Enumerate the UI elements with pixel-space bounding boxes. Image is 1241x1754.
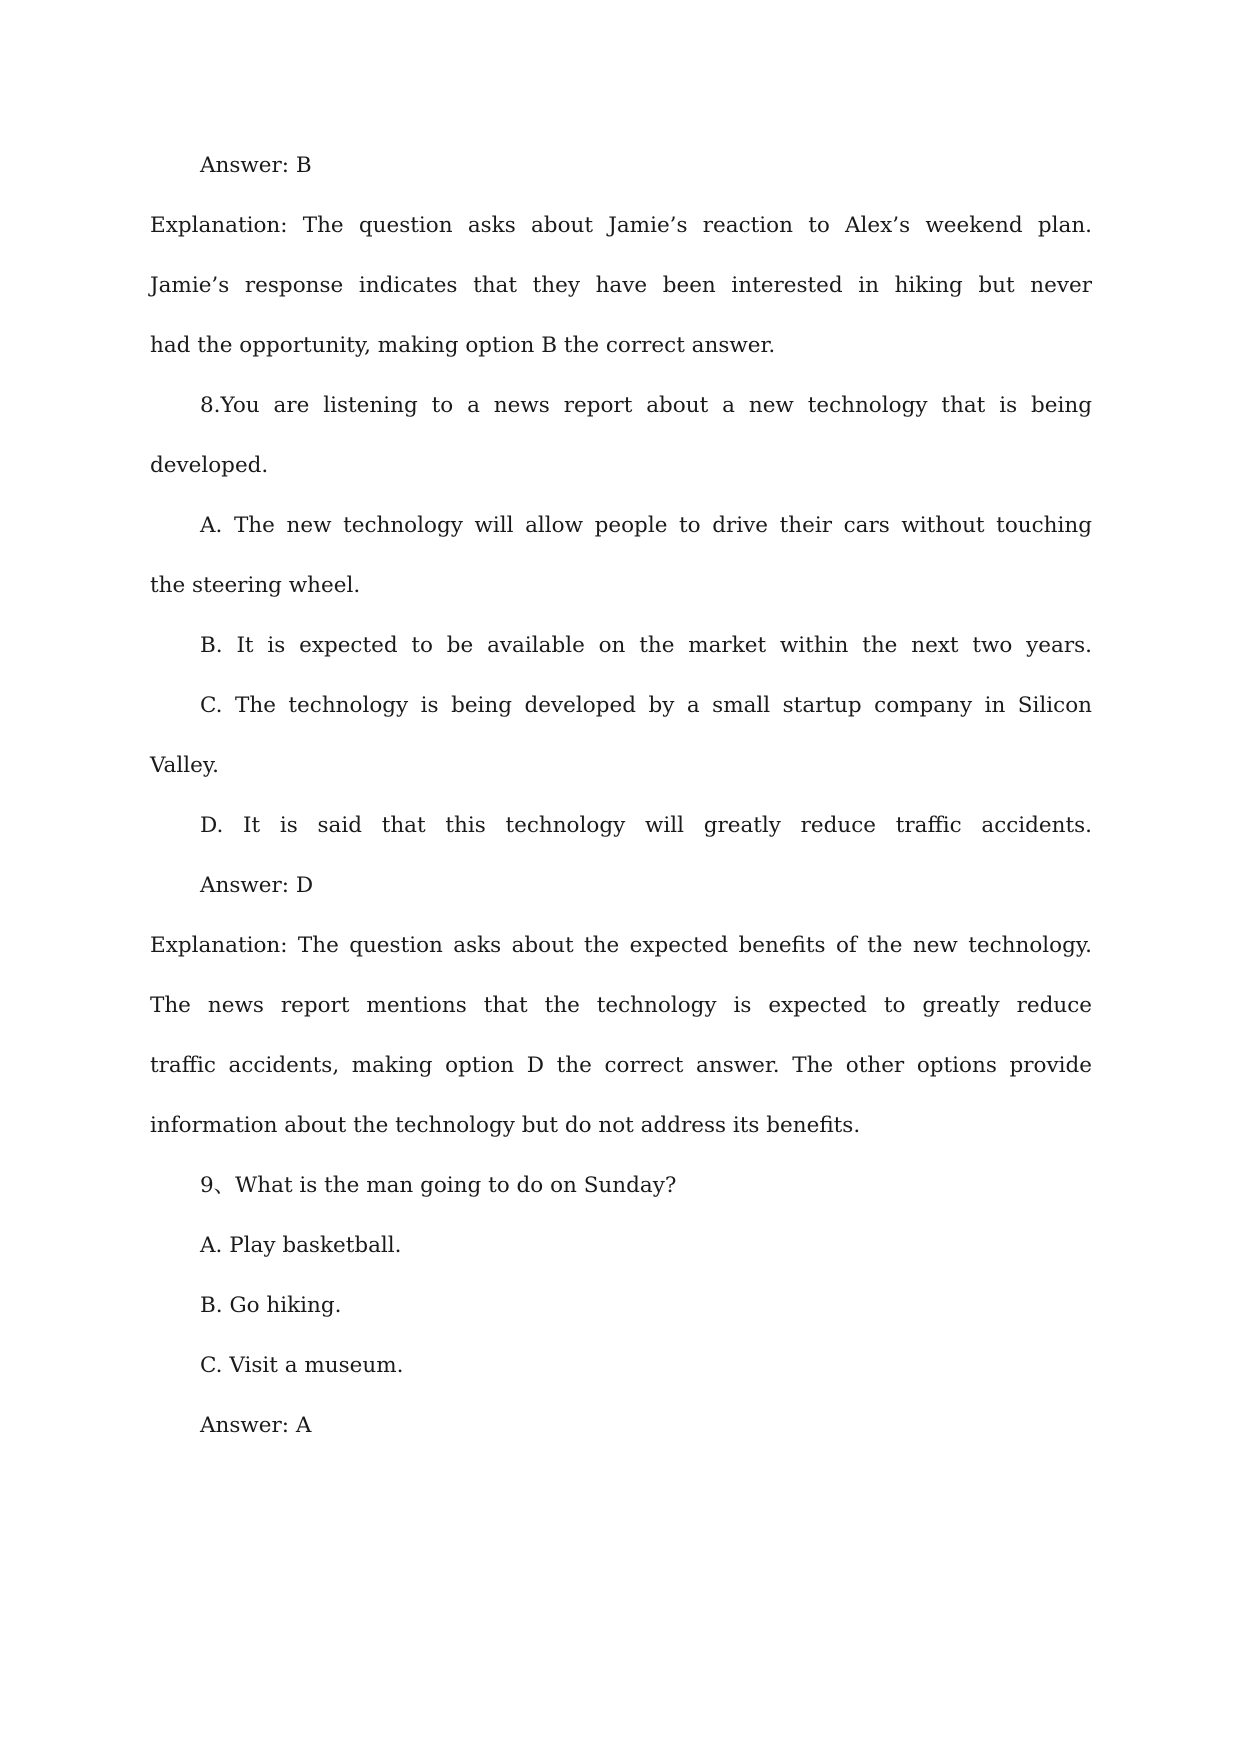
- q7-explanation-line-3: had the opportunity, making option B the correct answer.: [150, 333, 776, 358]
- q9-answer: Answer: A: [200, 1413, 312, 1438]
- q9-option-a: A. Play basketball.: [200, 1233, 402, 1258]
- q8-option-d: D. It is said that this technology will greatly reduce traffic accidents.: [200, 813, 1092, 838]
- q8-answer: Answer: D: [200, 873, 314, 898]
- q8-option-c-line-2: Valley.: [150, 753, 219, 778]
- q8-stem-line-1: 8.You are listening to a news report about a new technology that is being: [200, 393, 1092, 418]
- q8-stem-line-2: developed.: [150, 453, 269, 478]
- q8-option-c-line-1: C. The technology is being developed by a small startup company in Silicon: [200, 693, 1092, 718]
- q7-explanation-line-1: Explanation: The question asks about Jamie’s reaction to Alex’s weekend plan.: [150, 213, 1092, 238]
- q7-answer: Answer: B: [200, 153, 312, 178]
- q8-explanation-line-4: information about the technology but do not address its benefits.: [150, 1113, 861, 1138]
- q8-option-a-line-2: the steering wheel.: [150, 573, 361, 598]
- q9-option-c: C. Visit a museum.: [200, 1353, 404, 1378]
- q9-stem: 9、What is the man going to do on Sunday?: [200, 1173, 677, 1198]
- q8-option-b: B. It is expected to be available on the market within the next two years.: [200, 633, 1092, 658]
- q8-explanation-line-1: Explanation: The question asks about the expected benefits of the new technology.: [150, 933, 1092, 958]
- q8-option-a-line-1: A. The new technology will allow people to drive their cars without touching: [200, 513, 1092, 538]
- q7-explanation-line-2: Jamie’s response indicates that they have been interested in hiking but never: [150, 273, 1092, 298]
- q8-explanation-line-3: traffic accidents, making option D the correct answer. The other options provide: [150, 1053, 1092, 1078]
- q9-option-b: B. Go hiking.: [200, 1293, 342, 1318]
- q8-explanation-line-2: The news report mentions that the technology is expected to greatly reduce: [150, 993, 1092, 1018]
